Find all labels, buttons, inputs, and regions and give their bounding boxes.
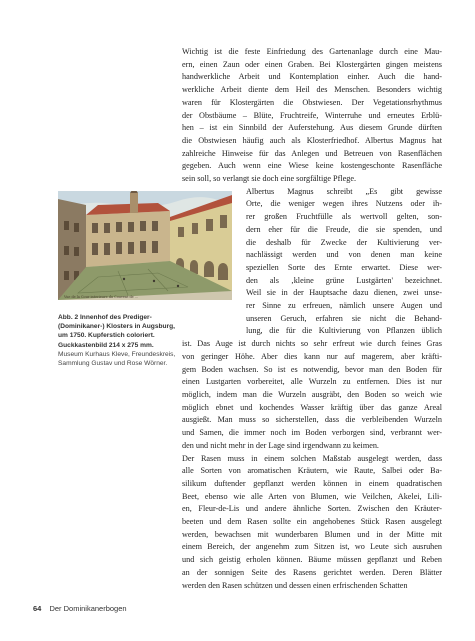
body-line: möglich ebnet und kochendes Wasser kräftig über das ganze Areal: [182, 402, 442, 412]
body-line: die deshalb für Zwecke der Kultivierung ver-: [246, 237, 442, 247]
body-line: gegeben. Auch wenn eine Wiese keine kostengeschonte Rasenfläche: [182, 161, 442, 171]
caption-credit: Museum Kurhaus Kleve, Freundeskreis, Sammlung Gustav und Rose Wörner.: [58, 350, 176, 368]
body-line: ern, einen Zaun oder einen Graben. Bei Klostergärten gingen meistens: [182, 59, 442, 69]
body-line: und Samen, die immer noch im Boden verborgen sind, verbrannt wer-: [182, 428, 442, 438]
body-line: sein soll, so verlangt sie doch eine sorgfältige Pflege.: [182, 174, 357, 184]
body-line: den als ‚kleine grüne Lustgärten' bezeichnet.: [246, 275, 442, 285]
page-footer: [33, 604, 127, 613]
body-text: [182, 46, 442, 592]
body-line: en, Fleur-de-Lis und andere ähnliche Sorten. Zwischen den Kräuter-: [182, 504, 442, 514]
engraving-image: [58, 191, 232, 300]
body-line: Wichtig ist die feste Einfriedung des Gartenanlage durch eine Mau-: [182, 47, 442, 56]
body-line: an der sonnigen Seite des Rasens gerichtet werden. Deren Blätter: [182, 567, 442, 577]
body-line: nachlässigt werden und von denen man keine: [246, 250, 442, 260]
body-line: werden, bewachsen mit wunderbaren Blumen und in der Mitte mit: [182, 529, 442, 539]
body-line: einem Bereich, der angenehm zum Sitzen ist, wo Leute sich ausruhen: [182, 542, 442, 552]
body-line: waren für Klostergärten die Obstwiesen. Der Vegetationsrhythmus: [182, 97, 442, 107]
body-line: Beet, ebenso wie alle Arten von Blumen, wie Veilchen, Akelei, Lili-: [182, 491, 442, 501]
body-line: rer Sinne zu erfreuen, nämlich unsere Augen und: [246, 301, 442, 311]
body-line: werkliche Arbeit diente dem Heil des Menschen. Besonders wichtig: [182, 85, 442, 95]
body-line: die Obstwiesen häufig auch als Klosterfriedhof. Albertus Magnus hat: [182, 135, 442, 145]
body-line: speziellen Sorte des Ernte erwartet. Diese wer-: [246, 262, 442, 272]
body-line: der Obstbäume – Blüte, Fruchtreife, Winterruhe und erneutes Erblü-: [182, 110, 442, 120]
body-line: lung, die für die Kultivierung von Pflanzen üblich: [246, 326, 442, 336]
body-line: hen – ist ein Sinnbild der Auferstehung. Aus diesem Grunde dürften: [182, 123, 442, 133]
body-line: alle Sorten von aromatischen Kräutern, wie Raute, Salbei oder Ba-: [182, 466, 442, 476]
body-line: beeten und dem Rasen sollte ein angehobenes Stück Rasen ausgelegt: [182, 517, 442, 527]
body-line: ist. Das Auge ist durch nichts so sehr erfreut wie durch feines Gras: [182, 339, 442, 349]
body-line: Orte, die weniger wegen ihres Nutzens oder ih-: [246, 199, 442, 209]
body-line: rer großen Fruchtfülle als wertvoll gelten, son-: [246, 212, 442, 222]
body-line: handwerkliche Arbeit und Kontemplation einher. Auch die hand-: [182, 72, 442, 82]
body-line: einen Lustgarten vorbereitet, alle Wurzeln zu entfernen. Dies ist nur: [182, 377, 442, 387]
body-line: dern eher für die Freude, die sie spenden, und: [246, 224, 442, 234]
body-line: silikum duftender gepflanzt werden können in einem quadratischen: [182, 478, 442, 488]
running-title: Der Dominikanerbogen: [49, 604, 127, 613]
figure-caption: [58, 313, 176, 368]
image-inscription: Vue de la Cour interieure du Couvent de ...: [64, 295, 138, 299]
body-line: und sich geistig erholen können. Bäume müssen gepflanzt und Reben: [182, 555, 442, 565]
body-line: Der Rasen muss in einem solchen Maßstab ausgelegt werden, dass: [182, 453, 442, 463]
body-line: unseren Geruch, erfahren sie nicht die Behand-: [246, 313, 442, 323]
body-line: gem Boden wachsen. So ist es notwendig, bevor man den Boden für: [182, 364, 442, 374]
body-line: von geringer Höhe. Aber dies kann nur auf magerem, aber kräfti-: [182, 351, 442, 361]
body-line: den und nicht mehr in der Lage sind irgendwann zu keimen.: [182, 440, 379, 450]
caption-title: Abb. 2 Innenhof des Prediger- (Dominikaner-) Klosters in Augsburg, um 1750. Kupferstich coloriert. Guckkastenbild 214 x 275 mm.: [58, 314, 175, 349]
body-line: ausgießt. Man muss so sicherstellen, dass die verbleibenden Wurzeln: [182, 415, 442, 425]
body-line: Albertus Magnus schreibt „Es gibt gewisse: [246, 186, 442, 196]
body-line: werden den Rasen schützen und dessen einen erfrischenden Schatten: [182, 580, 408, 590]
page-number: 64: [33, 604, 42, 613]
body-line: möglich, indem man die Wurzeln ausgräbt, den Boden so weich wie: [182, 389, 442, 399]
body-line: zahlreiche Hinweise für das Anlegen und Betreuen von Rasenflächen: [182, 148, 442, 158]
body-line: Weil sie in der Hauptsache dazu dienen, zwei unse-: [246, 288, 442, 298]
monastery-courtyard-illustration: [58, 191, 232, 300]
